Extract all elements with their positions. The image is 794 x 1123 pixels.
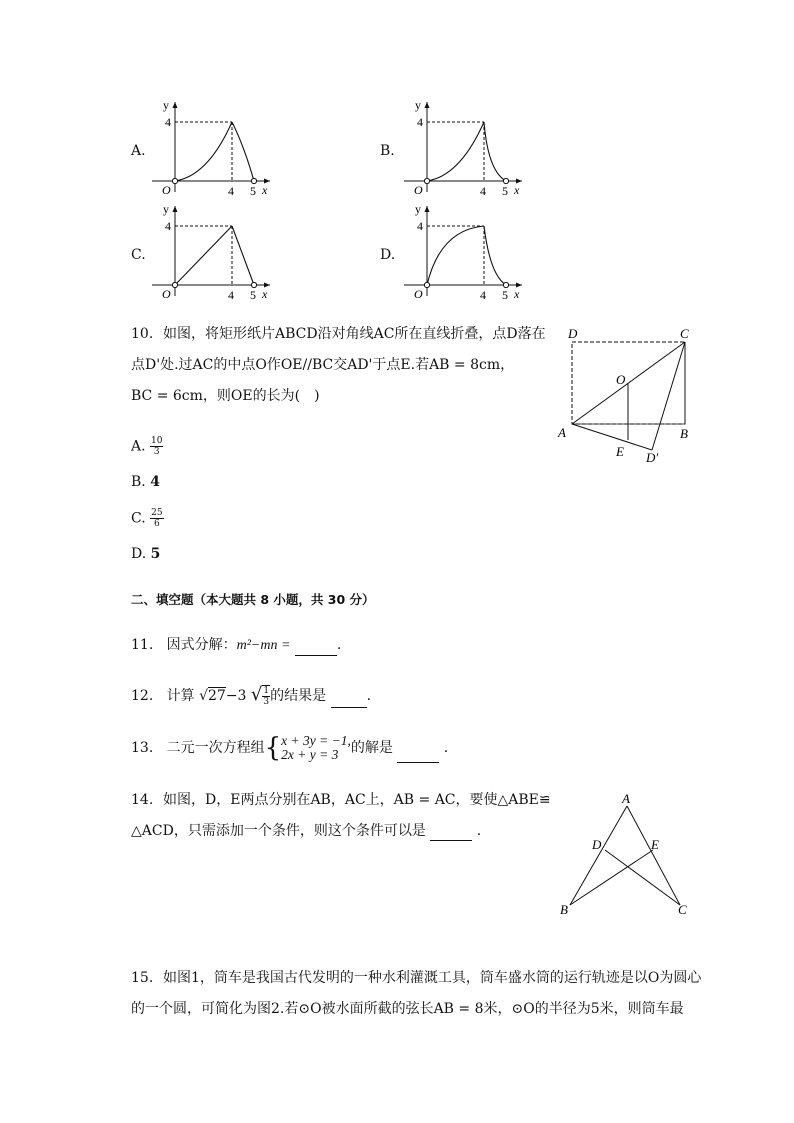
- q15-line2: 的一个圆，可简化为图2.若⊙O被水面所截的弦长AB = 8米，⊙O的半径为5米，则筒车最: [131, 1001, 684, 1017]
- q10-option-b-label: B.: [131, 474, 146, 490]
- x-tick-5: 5: [250, 184, 256, 196]
- x-axis-label: x: [514, 183, 520, 196]
- q14-figure: [556, 790, 696, 920]
- q13-eq2: 2x + y = 3: [281, 747, 339, 762]
- q11-expr: m²−mn =: [236, 638, 291, 653]
- fraction-numerator: 10: [151, 436, 163, 446]
- label-c: C: [678, 902, 687, 917]
- x-axis-label: x: [262, 287, 268, 300]
- q12: [131, 683, 371, 708]
- option-b-label: B.: [380, 143, 395, 159]
- section2-title: 二、填空题（本大题共 8 小题，共 30 分）: [131, 592, 375, 607]
- option-a-label: A.: [131, 143, 146, 159]
- q10-option-d: [131, 544, 160, 564]
- q10-option-a-label: A.: [131, 438, 146, 455]
- fraction-numerator: 25: [151, 508, 163, 518]
- label-d-prime: D′: [646, 450, 659, 465]
- q12-answer-blank[interactable]: [331, 693, 367, 708]
- q10-option-c-label: C.: [131, 510, 146, 527]
- label-e: E: [651, 837, 659, 852]
- q12-fraction: [262, 685, 270, 707]
- q11-answer-blank[interactable]: [295, 641, 337, 656]
- fraction-numerator: 1: [263, 686, 270, 696]
- q10-option-a-fraction: [150, 436, 163, 457]
- graph-option-d: [400, 200, 530, 300]
- label-d: D: [568, 326, 578, 341]
- origin-label: O: [414, 287, 423, 300]
- y-tick-4: 4: [417, 219, 423, 233]
- q10-figure: [552, 322, 702, 472]
- x-tick-5: 5: [502, 184, 508, 196]
- origin-label: O: [414, 183, 423, 196]
- fraction-denominator: 3: [263, 697, 270, 707]
- q10-option-c: [131, 508, 164, 529]
- x-axis-label: x: [262, 183, 268, 196]
- label-o: O: [616, 372, 626, 387]
- q11-number: 11.: [131, 637, 154, 653]
- q12-radicand: 27: [208, 688, 226, 704]
- q14-end: .: [476, 823, 482, 839]
- fraction-denominator: 6: [153, 519, 160, 529]
- graph-option-b: [400, 96, 530, 196]
- y-tick-4: 4: [165, 219, 171, 233]
- x-tick-5: 5: [250, 288, 256, 300]
- q14-line1: 如图，D，E两点分别在AB，AC上，AB = AC，要使△ABE≌: [163, 792, 551, 808]
- x-tick-4: 4: [480, 288, 486, 300]
- q13-answer-blank[interactable]: [397, 748, 439, 763]
- x-tick-4: 4: [228, 184, 234, 196]
- q10-option-c-fraction: [150, 508, 163, 529]
- label-e: E: [616, 444, 624, 459]
- q13-end: .: [443, 740, 449, 756]
- label-b: B: [560, 902, 568, 917]
- q14-line2-row: [131, 821, 481, 841]
- q12-end: .: [366, 688, 372, 704]
- q12-suffix: 的结果是: [270, 688, 327, 704]
- q10-line1: 如图，将矩形纸片ABCD沿对角线AC所在直线折叠，点D落在: [163, 326, 546, 342]
- q10-number: 10.: [131, 326, 154, 342]
- fraction-denominator: 3: [153, 447, 160, 457]
- x-tick-5: 5: [502, 288, 508, 300]
- q14-number: 14.: [131, 792, 154, 808]
- q10-line3: BC = 6cm，则OE的长为( ): [131, 388, 320, 404]
- q13-suffix: 的解是: [350, 740, 393, 756]
- q10-option-b: [131, 472, 160, 492]
- y-axis-label: y: [415, 98, 421, 112]
- q15-line1: 如图1，筒车是我国古代发明的一种水利灌溉工具，筒车盛水筒的运行轨迹是以O为圆心: [163, 970, 702, 986]
- q13-eq1: x + 3y = −1,: [281, 733, 351, 748]
- q10-option-d-value: 5: [150, 546, 161, 562]
- q13-number: 13.: [131, 740, 154, 756]
- q11: [131, 635, 341, 656]
- y-tick-4: 4: [165, 115, 171, 129]
- label-b: B: [680, 426, 688, 441]
- y-axis-label: y: [415, 202, 421, 216]
- q10-line2: 点D'处.过AC的中点O作OE//BC交AD'于点E.若AB = 8cm，: [131, 357, 515, 373]
- graph-option-a: [148, 96, 278, 196]
- q10-option-b-value: 4: [150, 474, 160, 490]
- q12-prefix: 计算: [166, 688, 195, 704]
- origin-label: O: [162, 183, 171, 196]
- option-d-label: D.: [380, 247, 396, 263]
- q11-prefix: 因式分解：: [166, 637, 237, 653]
- q14-answer-blank[interactable]: [430, 826, 472, 841]
- label-a: A: [622, 791, 630, 806]
- q15-number: 15.: [131, 970, 154, 986]
- x-tick-4: 4: [228, 288, 234, 300]
- q11-suffix: .: [336, 637, 342, 653]
- y-axis-label: y: [163, 98, 169, 112]
- q13-prefix: 二元一次方程组: [166, 740, 265, 756]
- label-d: D: [592, 837, 602, 852]
- q12-number: 12.: [131, 688, 154, 704]
- origin-label: O: [162, 287, 171, 300]
- label-c: C: [680, 326, 689, 341]
- graph-option-c: [148, 200, 278, 300]
- q10-option-a: [131, 436, 163, 457]
- y-tick-4: 4: [417, 115, 423, 129]
- q10-option-d-label: D.: [131, 546, 147, 562]
- sqrt-icon: √: [199, 688, 208, 704]
- label-a: A: [558, 425, 566, 440]
- q12-minus3: −3: [225, 688, 247, 704]
- x-axis-label: x: [514, 287, 520, 300]
- option-c-label: C.: [131, 247, 146, 263]
- y-axis-label: y: [163, 202, 169, 216]
- brace-icon: {: [264, 733, 282, 763]
- q14-line2: △ACD，只需添加一个条件，则这个条件可以是: [131, 823, 426, 839]
- q13-system: [281, 734, 351, 762]
- x-tick-4: 4: [480, 184, 486, 196]
- q13: [131, 733, 448, 763]
- sqrt-icon: √: [250, 684, 263, 705]
